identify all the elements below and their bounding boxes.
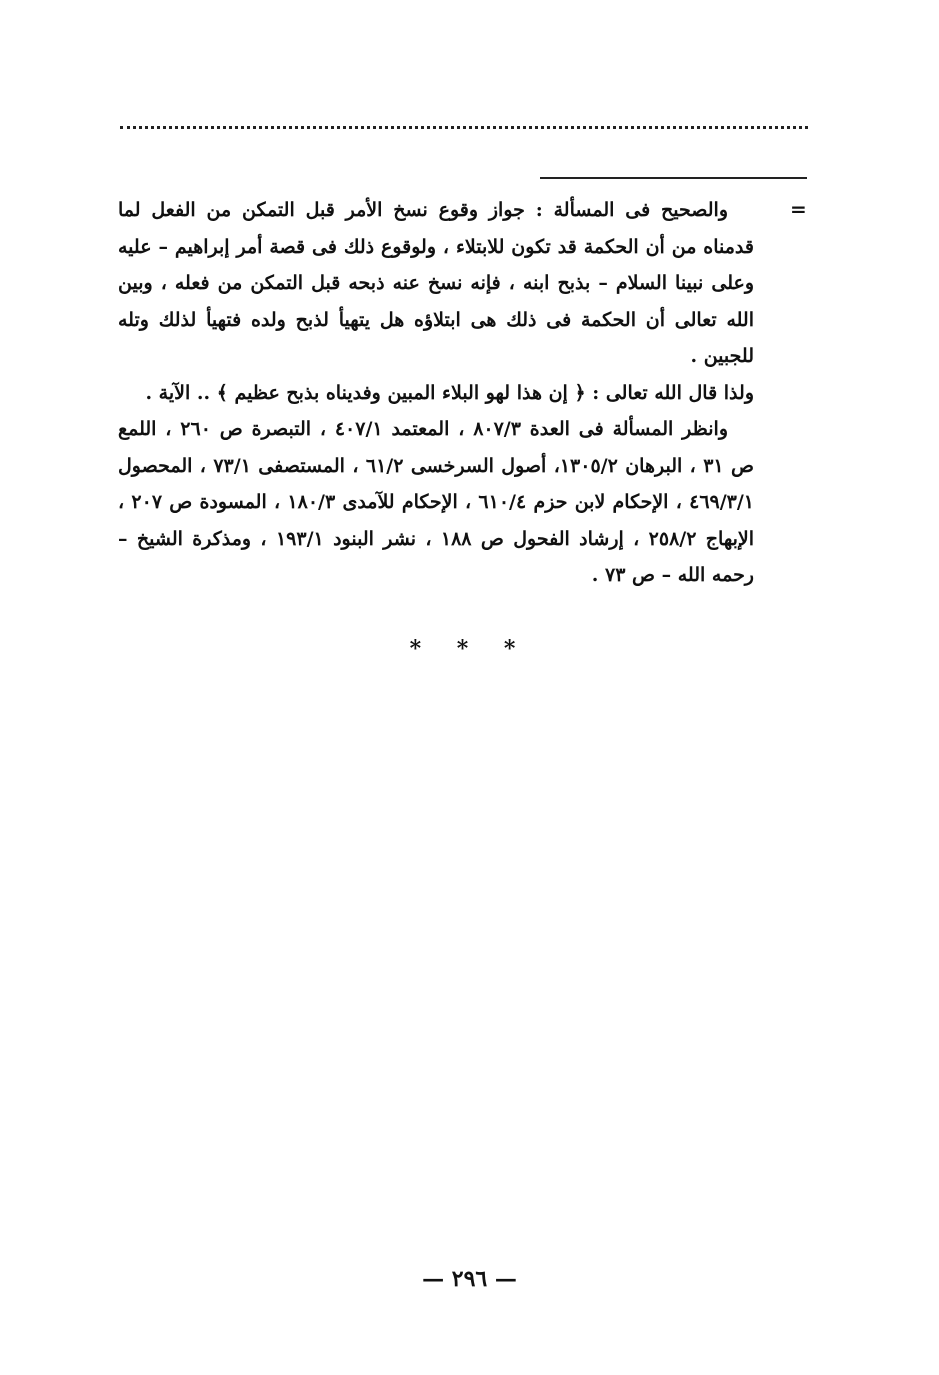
quran-quote: ﴿ إن هذا لهو البلاء المبين وفديناه بذبح عظيم ﴾ xyxy=(216,381,586,404)
footnote-quote-line xyxy=(118,375,754,412)
dotted-separator-line xyxy=(120,126,808,129)
continuation-mark: = xyxy=(790,197,807,221)
footnote-rule xyxy=(540,177,807,179)
quote-intro: ولذا قال الله تعالى : xyxy=(592,381,754,404)
footnote-paragraph-1: والصحيح فى المسألة : جواز وقوع نسخ الأمر قبل التمكن من الفعل لما قدمناه من أن الحكمة قد تكون للابتلاء ، ولوقوع ذلك فى قصة أمر إبراهيم – عليه وعلى نبينا السلام – بذبح ابنه ، فإنه نسخ عنه ذبحه قبل التمكن من فعله ، وبين الله تعالى أن الحكمة فى ذلك هى ابتلاؤه هل يتهيأ لذبح ولده فتهيأ لذلك وتله للجبين . xyxy=(118,199,754,367)
footnote-block xyxy=(118,192,754,594)
footnote-paragraph-2: وانظر المسألة فى العدة ٨٠٧/٣ ، المعتمد ٤٠٧/١ ، التبصرة ص ٢٦٠ ، اللمع ص ٣١ ، البرهان ١٣٠٥/٢، أصول السرخسى ٦١/٢ ، المستصفى ٧٣/١ ، المحصول ٤٦٩/٣/١ ، الإحكام لابن حزم ٦١٠/٤ ، الإحكام للآمدى ١٨٠/٣ ، المسودة ص ٢٠٧ ، الإبهاج ٢٥٨/٢ ، إرشاد الفحول ص ١٨٨ ، نشر البنود ١٩٣/١ ، ومذكرة الشيخ – رحمه الله – ص ٧٣ . xyxy=(118,418,755,586)
page-number: — ٢٩٦ — xyxy=(422,1266,517,1292)
section-separator: * * * xyxy=(409,636,530,662)
quote-outro: .. الآية . xyxy=(145,381,211,404)
